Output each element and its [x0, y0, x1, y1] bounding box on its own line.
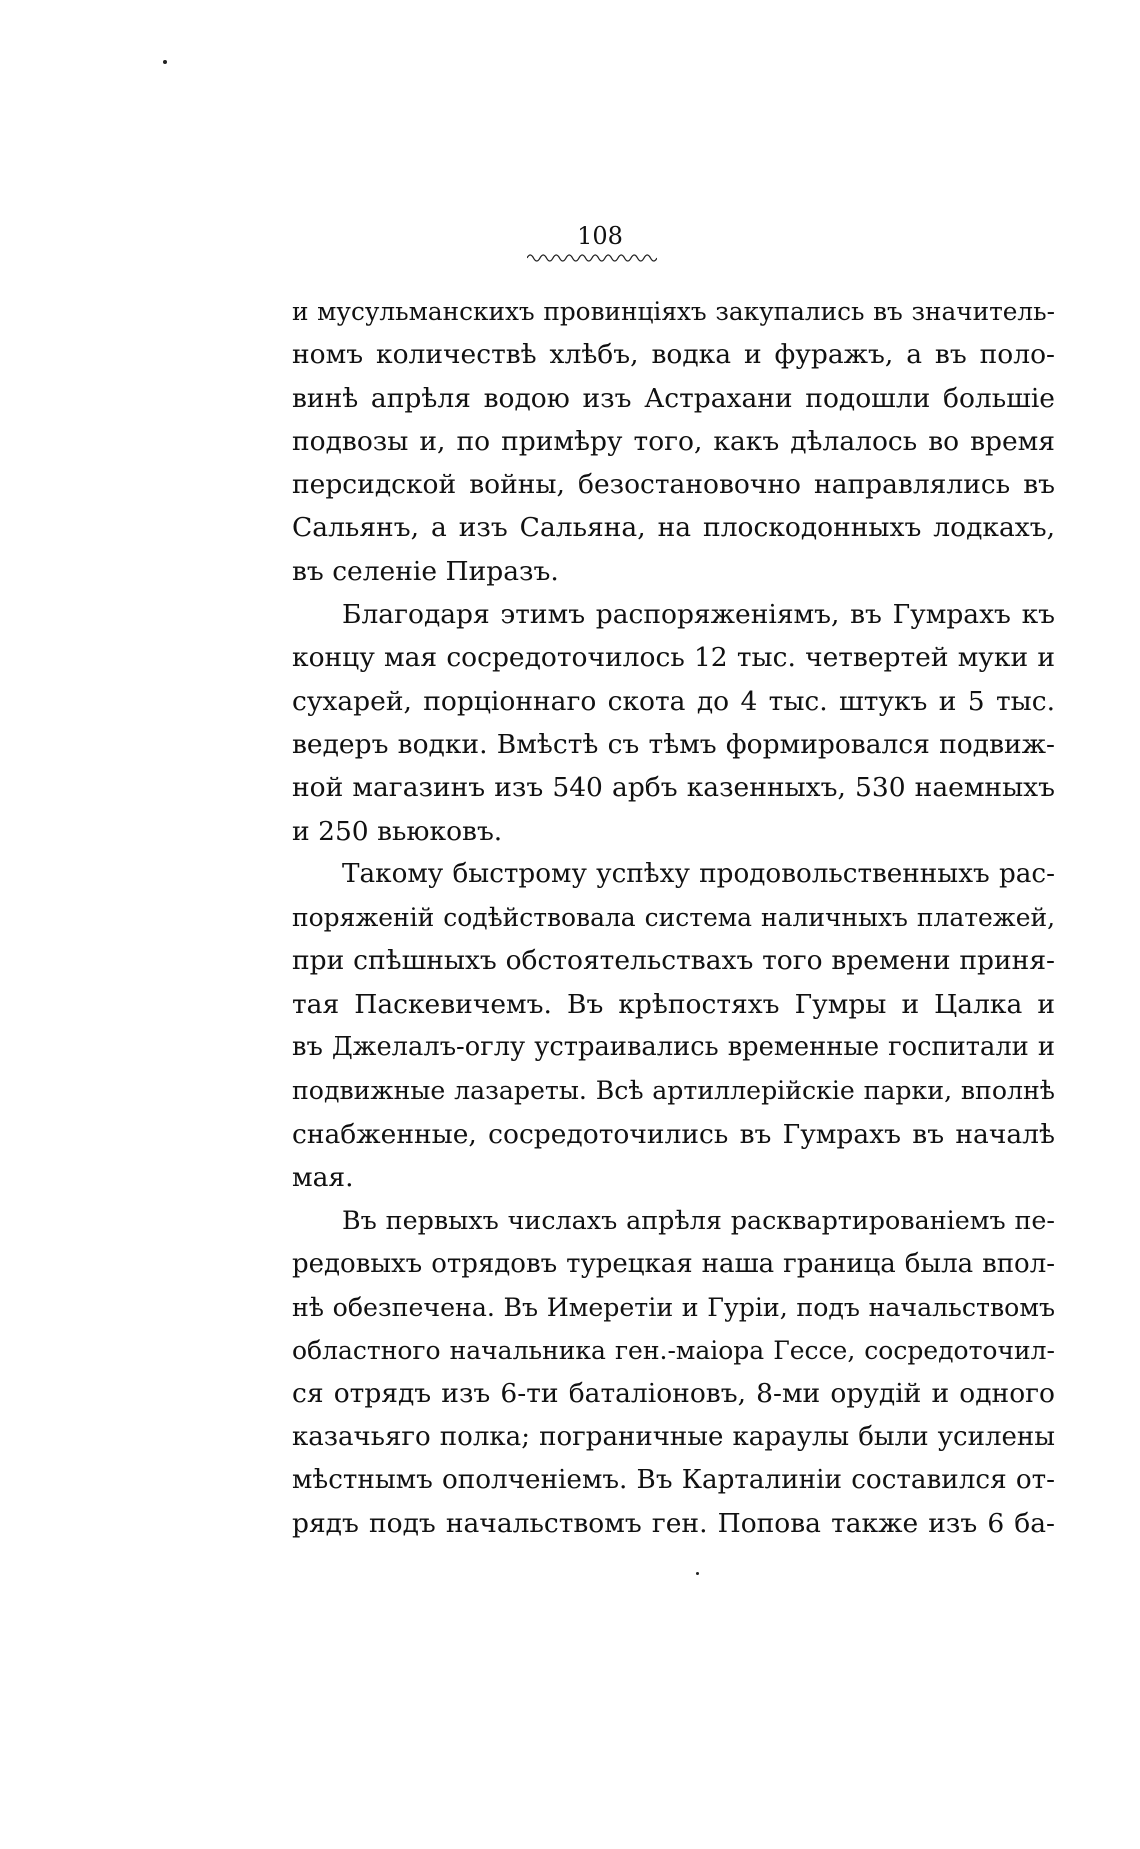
paragraph	[292, 593, 1055, 853]
text-line: Такому быстрому успѣху продовольственныхъ рас-	[342, 858, 1055, 889]
scan-speck	[696, 1572, 699, 1575]
text-line: редовыхъ отрядовъ турецкая наша граница была впол-	[292, 1248, 1055, 1279]
text-line: и 250 вьюковъ.	[292, 815, 503, 847]
page-header	[0, 222, 1140, 264]
text-line: винѣ апрѣля водою изъ Астрахани подошли большіе	[292, 382, 1055, 414]
text-line: персидской войны, безостановочно направлялись въ	[292, 469, 1055, 501]
text-line: казачьяго полка; пограничные караулы были усилены	[292, 1421, 1055, 1452]
text-line: нѣ обезпечена. Въ Имеретіи и Гуріи, подъ начальствомъ	[292, 1292, 1055, 1322]
text-line: ной магазинъ изъ 540 арбъ казенныхъ, 530 наемныхъ	[292, 772, 1055, 804]
text-line: областного начальника ген.-маіора Гессе, сосредоточил-	[292, 1336, 1055, 1366]
text-line: Благодаря этимъ распоряженіямъ, въ Гумрахъ къ	[342, 599, 1055, 631]
wavy-rule-ornament	[527, 252, 657, 264]
text-line: ведеръ водки. Вмѣстѣ съ тѣмъ формировался подвиж-	[292, 728, 1055, 760]
text-line: мая.	[292, 1161, 354, 1193]
body-text	[292, 290, 1055, 1546]
scan-speck	[163, 60, 167, 64]
text-line: подвозы и, по примѣру того, какъ дѣлалось во время	[292, 425, 1055, 457]
text-line: рядъ подъ начальствомъ ген. Попова также изъ 6 ба-	[292, 1508, 1055, 1540]
text-line: тая Паскевичемъ. Въ крѣпостяхъ Гумры и Цалка и	[292, 988, 1055, 1020]
text-line: сухарей, порціоннаго скота до 4 тыс. штукъ и 5 тыс.	[292, 685, 1055, 717]
paragraph	[292, 1199, 1055, 1545]
page-number: 108	[577, 222, 623, 250]
text-line: снабженные, сосредоточились въ Гумрахъ въ началѣ	[292, 1118, 1055, 1150]
text-line: Въ первыхъ числахъ апрѣля расквартированіемъ пе-	[342, 1205, 1055, 1236]
text-line: ся отрядъ изъ 6-ти баталіоновъ, 8-ми орудій и одного	[292, 1378, 1055, 1410]
text-line: поряженій содѣйствовала система наличныхъ платежей,	[292, 903, 1055, 933]
text-line: въ Джелалъ-оглу устраивались временные госпитали и	[292, 1032, 1055, 1063]
text-line: мѣстнымъ ополченіемъ. Въ Карталиніи составился от-	[292, 1465, 1055, 1496]
text-line: номъ количествѣ хлѣбъ, водка и фуражъ, а въ поло-	[292, 339, 1055, 371]
text-line: и мусульманскихъ провинціяхъ закупались въ значитель-	[292, 297, 1055, 326]
text-line: Сальянъ, а изъ Сальяна, на плоскодонныхъ лодкахъ,	[292, 512, 1055, 544]
text-line: въ селеніе Пиразъ.	[292, 555, 559, 587]
paragraph	[292, 853, 1055, 1199]
text-line: подвижные лазареты. Всѣ артиллерійскіе парки, вполнѣ	[292, 1076, 1055, 1106]
text-line: при спѣшныхъ обстоятельствахъ того времени приня-	[292, 945, 1055, 977]
text-line: концу мая сосредоточилось 12 тыс. четвертей муки и	[292, 642, 1055, 674]
paragraph	[292, 290, 1055, 593]
